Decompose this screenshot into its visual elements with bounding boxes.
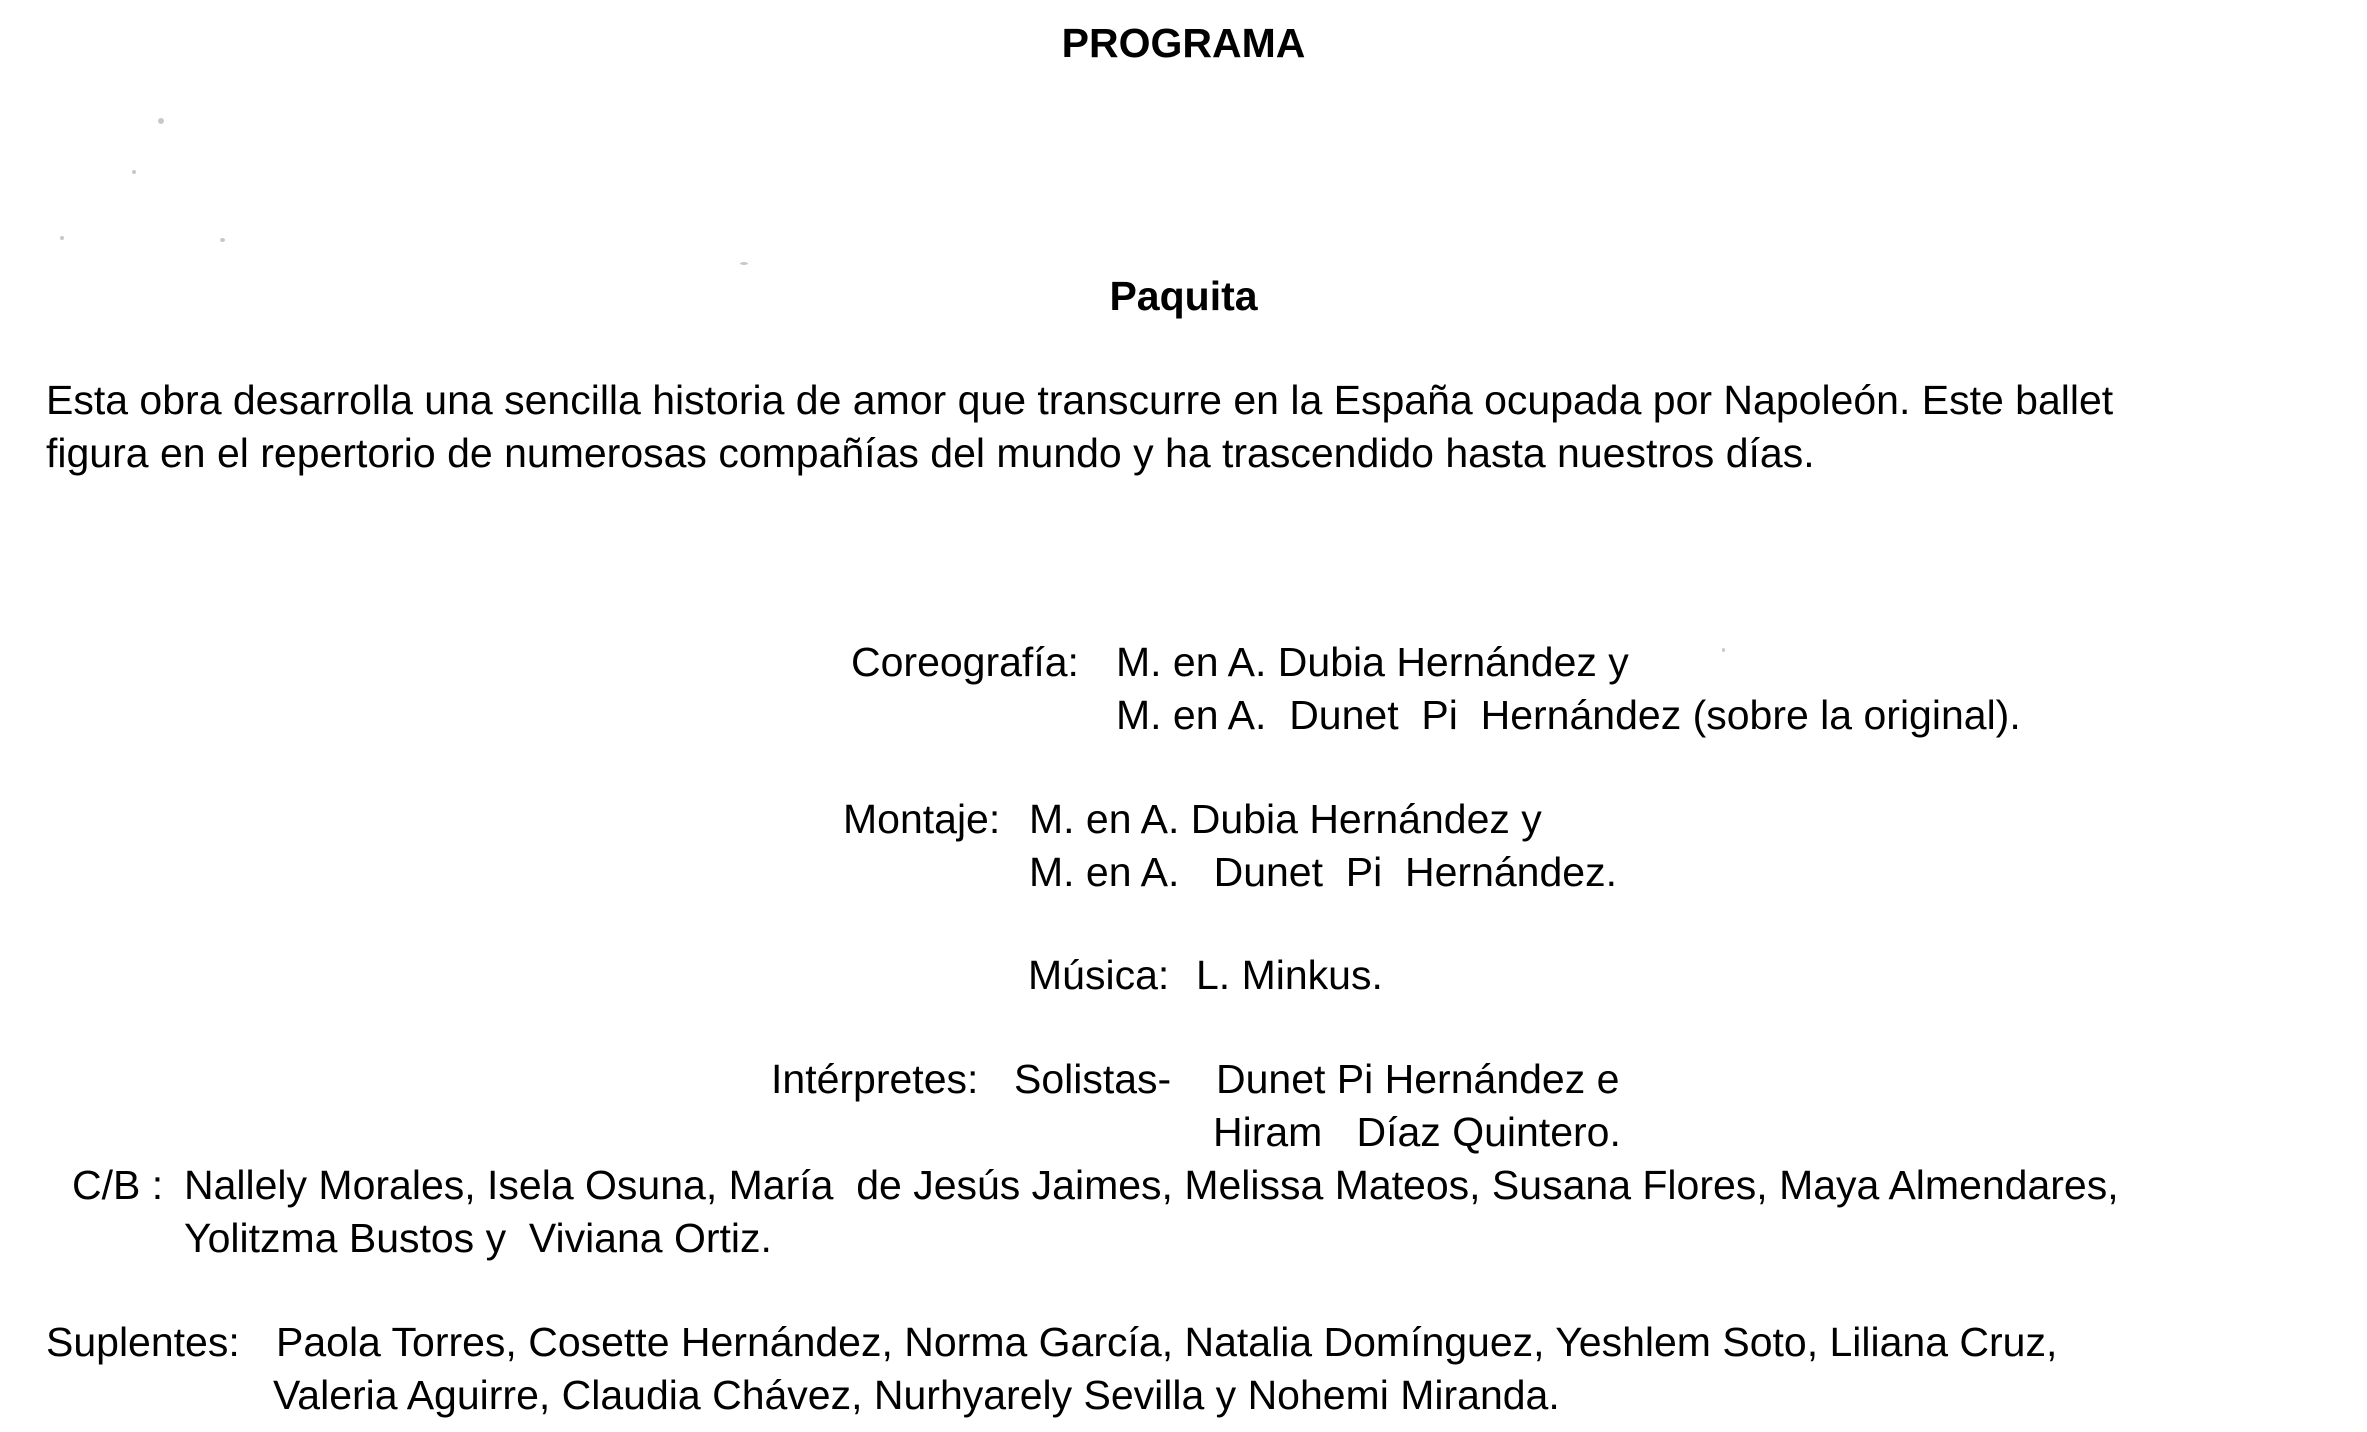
choreography-label: Coreografía: [851,639,1079,685]
performers-label: Intérpretes: [771,1056,979,1102]
staging-line-1: M. en A. Dubia Hernández y [1029,796,1542,842]
choreography-line-2: M. en A. Dunet Pi Hernández (sobre la original). [1116,692,2021,738]
soloists-line-1: Dunet Pi Hernández e [1216,1056,1620,1102]
scan-speck [740,262,748,265]
scan-speck [132,170,136,174]
soloists-label: Solistas- [1014,1056,1172,1102]
music-label: Música: [1028,952,1170,998]
description-line-1: Esta obra desarrolla una sencilla historia de amor que transcurre en la España ocupada por Napoleón. Este ballet [46,377,2114,423]
scan-speck [158,118,164,124]
scan-speck [1722,648,1725,652]
page-heading: PROGRAMA [1061,20,1306,66]
corps-line-2: Yolitzma Bustos y Viviana Ortiz. [184,1215,772,1261]
corps-line-1: Nallely Morales, Isela Osuna, María de Jesús Jaimes, Melissa Mateos, Susana Flores, Maya Almendares, [184,1162,2119,1208]
understudies-line-2: Valeria Aguirre, Claudia Chávez, Nurhyarely Sevilla y Nohemi Miranda. [273,1372,1560,1418]
understudies-label: Suplentes: [46,1319,240,1365]
scan-speck [220,238,225,242]
work-title: Paquita [1109,273,1258,319]
music-value: L. Minkus. [1196,952,1383,998]
staging-label: Montaje: [843,796,1001,842]
staging-line-2: M. en A. Dunet Pi Hernández. [1029,849,1617,895]
description-line-2: figura en el repertorio de numerosas compañías del mundo y ha trascendido hasta nuestros días. [46,430,1815,476]
choreography-line-1: M. en A. Dubia Hernández y [1116,639,1629,685]
soloists-line-2: Hiram Díaz Quintero. [1213,1109,1621,1155]
scan-speck [60,236,64,240]
work-description [46,374,2346,480]
corps-label: C/B : [72,1162,164,1208]
understudies-line-1: Paola Torres, Cosette Hernández, Norma García, Natalia Domínguez, Yeshlem Soto, Liliana Cruz, [276,1319,2058,1365]
